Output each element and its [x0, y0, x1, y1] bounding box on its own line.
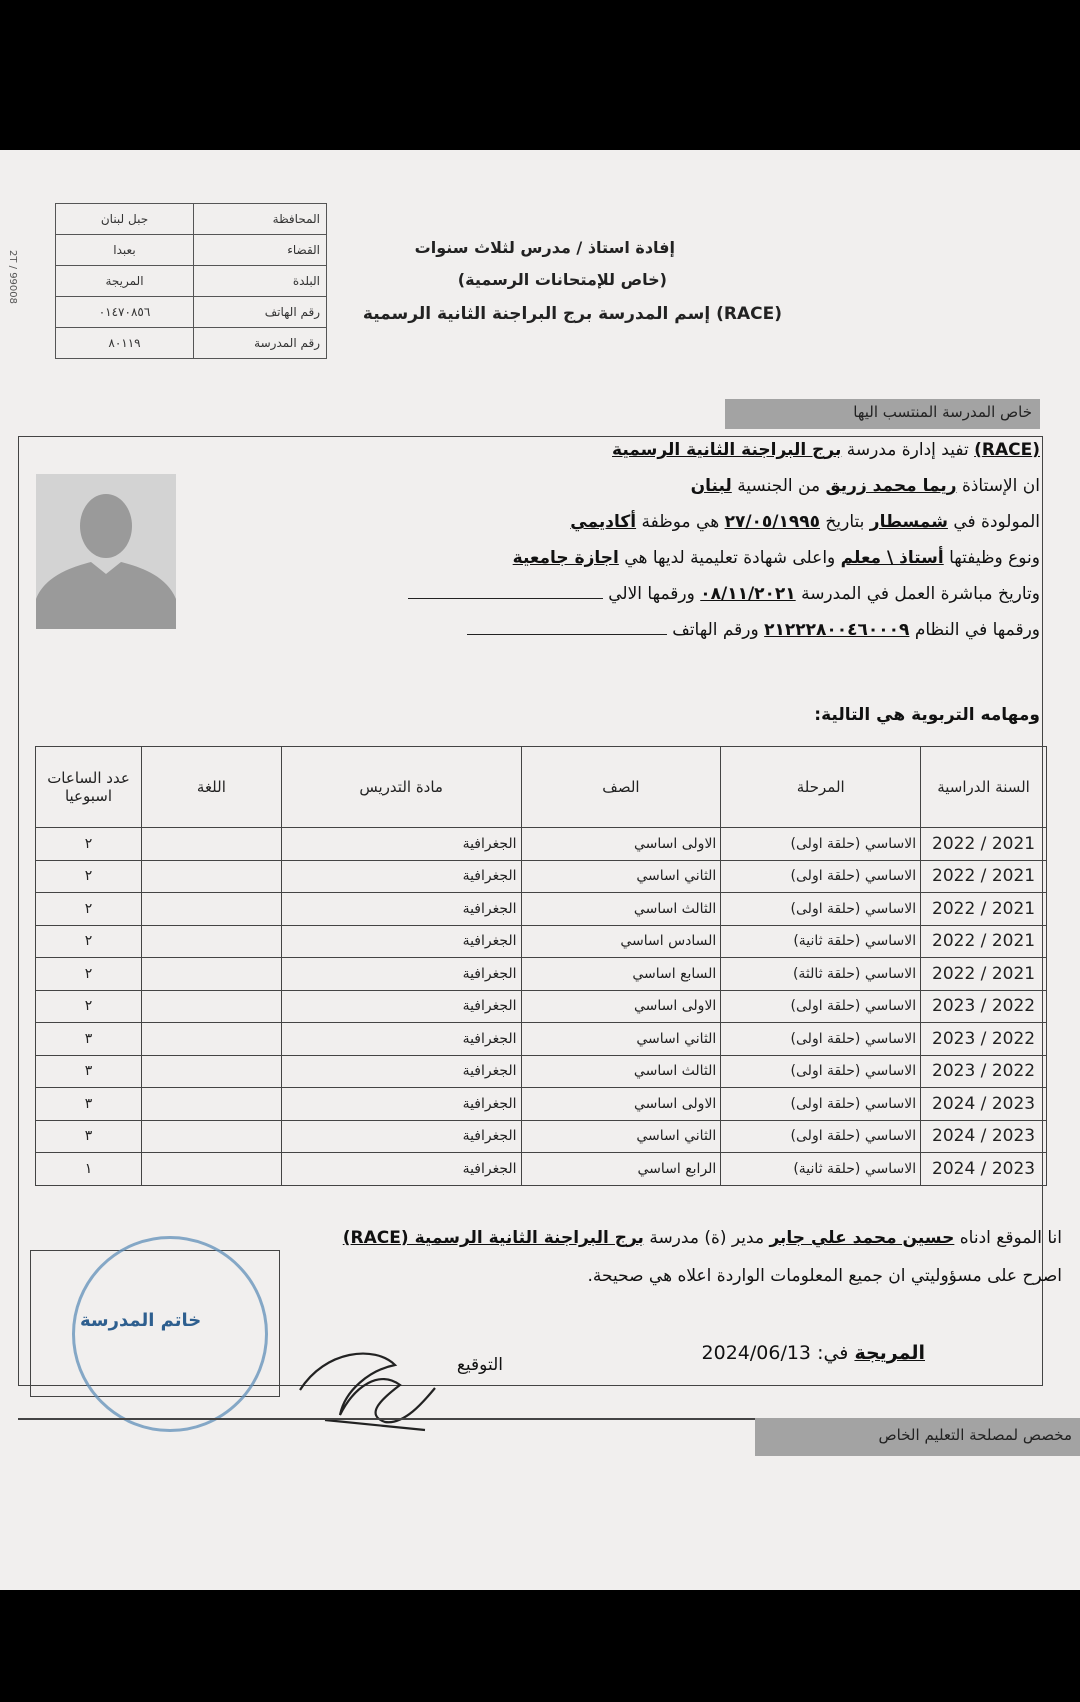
info-row	[56, 266, 327, 297]
section-label: خاص المدرسة المنتسب اليها	[725, 399, 1040, 429]
cell-year: 2021 / 2022	[921, 958, 1047, 991]
signature-label: التوقيع	[456, 1355, 503, 1375]
date-line: المريجة في: 2024/06/13	[701, 1342, 925, 1364]
cert-line-1: (RACE) تفيد إدارة مدرسة برج البراجنة الثانية الرسمية	[612, 440, 1040, 460]
cell-subject: الجغرافية	[281, 893, 521, 926]
info-row	[56, 204, 327, 235]
cell-subject: الجغرافية	[281, 958, 521, 991]
info-label: البلدة	[194, 266, 327, 297]
document-title: إفادة استاذ / مدرس لثلاث سنوات	[414, 238, 675, 257]
cell-stage: الاساسي (حلقة ثانية)	[721, 925, 921, 958]
teacher-photo	[36, 474, 176, 629]
cell-class: الثالث اساسي	[521, 1055, 721, 1088]
signature-statement-1: انا الموقع ادناه حسين محمد علي جابر مدير (ة) مدرسة برج البراجنة الثانية الرسمية (RACE)	[342, 1228, 1062, 1248]
table-row	[36, 1153, 1047, 1186]
cell-stage: الاساسي (حلقة ثانية)	[721, 1153, 921, 1186]
cell-class: الاولى اساسي	[521, 828, 721, 861]
info-row	[56, 328, 327, 359]
cell-year: 2021 / 2022	[921, 860, 1047, 893]
tasks-heading: ومهامه التربوية هي التالية:	[814, 705, 1040, 725]
signature-mark	[285, 1330, 445, 1440]
header-stage: المرحلة	[721, 747, 921, 828]
cert-line-3: المولودة في شمسطار بتاريخ ٢٧/٠٥/١٩٩٥ هي موظفة أكاديمي	[570, 512, 1040, 532]
teaching-tasks-table	[35, 746, 1047, 1186]
cell-stage: الاساسي (حلقة ثالثة)	[721, 958, 921, 991]
cert-line-4: ونوع وظيفتها أستاذ \ معلم واعلى شهادة تعليمية لديها هي اجازة جامعية	[512, 548, 1040, 568]
cell-class: الاولى اساسي	[521, 990, 721, 1023]
signature-statement-2: اصرح على مسؤوليتي ان جميع المعلومات الواردة اعلاه هي صحيحة.	[587, 1266, 1062, 1286]
info-label: المحافظة	[194, 204, 327, 235]
table-row	[36, 828, 1047, 861]
cell-stage: الاساسي (حلقة اولى)	[721, 990, 921, 1023]
header-language: اللغة	[141, 747, 281, 828]
cell-year: 2021 / 2022	[921, 925, 1047, 958]
document-page	[0, 150, 1080, 1590]
cell-hours: ٢	[36, 925, 142, 958]
cert-line-2: ان الإستاذة ريما محمد زريق من الجنسية لبنان	[690, 476, 1040, 496]
cell-stage: الاساسي (حلقة اولى)	[721, 1120, 921, 1153]
cell-class: الثاني اساسي	[521, 1023, 721, 1056]
cell-year: 2021 / 2022	[921, 828, 1047, 861]
cell-subject: الجغرافية	[281, 1088, 521, 1121]
header-year: السنة الدراسية	[921, 747, 1047, 828]
cell-stage: الاساسي (حلقة اولى)	[721, 1023, 921, 1056]
table-row	[36, 958, 1047, 991]
school-name-line: (RACE) إسم المدرسة برج البراجنة الثانية الرسمية	[362, 304, 782, 324]
info-value: ٨٠١١٩	[56, 328, 194, 359]
cert-line-5: وتاريخ مباشرة العمل في المدرسة ٠٨/١١/٢٠٢١ ورقمها الالي	[408, 584, 1040, 604]
cell-lang	[141, 860, 281, 893]
header-subject: مادة التدريس	[281, 747, 521, 828]
info-value: بعبدا	[56, 235, 194, 266]
table-row	[36, 1023, 1047, 1056]
cell-hours: ٢	[36, 990, 142, 1023]
cell-stage: الاساسي (حلقة اولى)	[721, 860, 921, 893]
cell-hours: ٣	[36, 1023, 142, 1056]
cell-stage: الاساسي (حلقة اولى)	[721, 1088, 921, 1121]
cell-subject: الجغرافية	[281, 1023, 521, 1056]
cell-lang	[141, 1120, 281, 1153]
cell-lang	[141, 925, 281, 958]
cell-hours: ٢	[36, 958, 142, 991]
serial-number: 2T / 99008	[7, 250, 18, 305]
cell-hours: ٣	[36, 1055, 142, 1088]
cell-class: الثاني اساسي	[521, 1120, 721, 1153]
cell-hours: ١	[36, 1153, 142, 1186]
cell-lang	[141, 1153, 281, 1186]
info-value: المريجة	[56, 266, 194, 297]
info-label: رقم المدرسة	[194, 328, 327, 359]
cell-hours: ٢	[36, 828, 142, 861]
table-row	[36, 990, 1047, 1023]
cert-line-6: ورقمها في النظام ٢١٢٢٢٨٠٠٤٦٠٠٠٩ ورقم الهاتف	[467, 620, 1040, 640]
cell-stage: الاساسي (حلقة اولى)	[721, 828, 921, 861]
cell-class: السابع اساسي	[521, 958, 721, 991]
cell-subject: الجغرافية	[281, 1120, 521, 1153]
cell-lang	[141, 958, 281, 991]
cell-year: 2023 / 2024	[921, 1088, 1047, 1121]
cell-year: 2022 / 2023	[921, 1023, 1047, 1056]
cell-class: الثاني اساسي	[521, 860, 721, 893]
cell-class: الرابع اساسي	[521, 1153, 721, 1186]
table-row	[36, 860, 1047, 893]
cell-lang	[141, 893, 281, 926]
info-value: جبل لبنان	[56, 204, 194, 235]
table-row	[36, 925, 1047, 958]
cell-hours: ٣	[36, 1120, 142, 1153]
cell-stage: الاساسي (حلقة اولى)	[721, 1055, 921, 1088]
cell-class: الثالث اساسي	[521, 893, 721, 926]
cell-year: 2022 / 2023	[921, 1055, 1047, 1088]
cell-year: 2023 / 2024	[921, 1153, 1047, 1186]
table-row	[36, 1088, 1047, 1121]
cell-year: 2021 / 2022	[921, 893, 1047, 926]
cell-hours: ٢	[36, 860, 142, 893]
cell-year: 2022 / 2023	[921, 990, 1047, 1023]
cell-hours: ٢	[36, 893, 142, 926]
cell-class: السادس اساسي	[521, 925, 721, 958]
school-info-table	[55, 203, 327, 359]
cell-subject: الجغرافية	[281, 990, 521, 1023]
avatar-icon	[36, 474, 176, 629]
cell-class: الاولى اساسي	[521, 1088, 721, 1121]
info-row	[56, 235, 327, 266]
cell-subject: الجغرافية	[281, 1055, 521, 1088]
cell-lang	[141, 1023, 281, 1056]
table-row	[36, 1055, 1047, 1088]
cell-subject: الجغرافية	[281, 860, 521, 893]
info-value: ٠١٤٧٠٨٥٦	[56, 297, 194, 328]
cell-lang	[141, 1055, 281, 1088]
cell-lang	[141, 1088, 281, 1121]
cell-lang	[141, 828, 281, 861]
cell-subject: الجغرافية	[281, 828, 521, 861]
info-label: رقم الهاتف	[194, 297, 327, 328]
cell-lang	[141, 990, 281, 1023]
cell-stage: الاساسي (حلقة اولى)	[721, 893, 921, 926]
header-class: الصف	[521, 747, 721, 828]
table-row	[36, 1120, 1047, 1153]
cell-subject: الجغرافية	[281, 1153, 521, 1186]
info-label: القضاء	[194, 235, 327, 266]
school-stamp	[72, 1236, 268, 1432]
info-row	[56, 297, 327, 328]
cell-hours: ٣	[36, 1088, 142, 1121]
document-subtitle: (خاص للإمتحانات الرسمية)	[457, 270, 667, 289]
stamp-label: خاتم المدرسة	[80, 1310, 202, 1331]
cell-year: 2023 / 2024	[921, 1120, 1047, 1153]
footer-label: مخصص لمصلحة التعليم الخاص	[755, 1418, 1080, 1456]
table-row	[36, 893, 1047, 926]
header-hours: عدد الساعات اسبوعيا	[36, 747, 142, 828]
cell-subject: الجغرافية	[281, 925, 521, 958]
